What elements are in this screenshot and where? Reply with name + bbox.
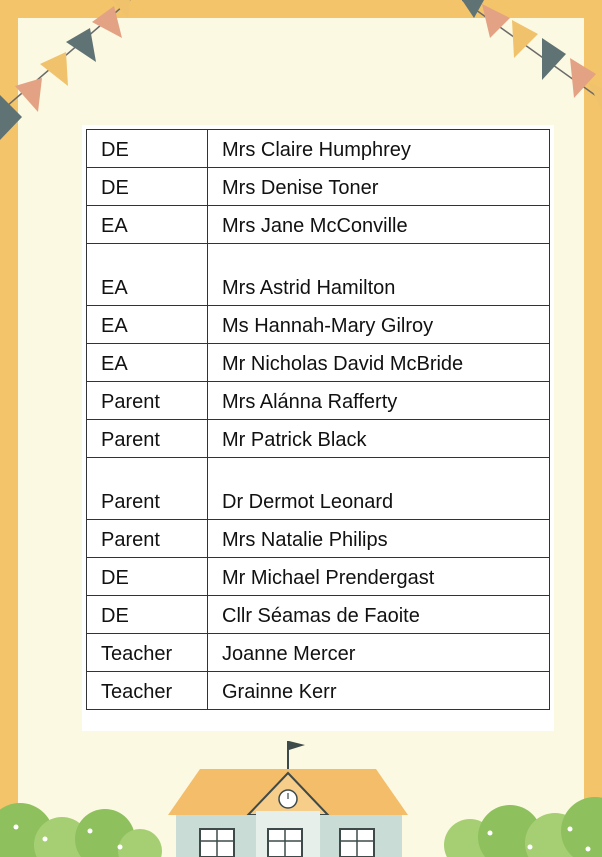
- name-cell: Mrs Alánna Rafferty: [208, 382, 550, 420]
- name-cell: Mr Nicholas David McBride: [208, 344, 550, 382]
- table-row: [87, 344, 550, 382]
- role-cell: Teacher: [87, 672, 208, 710]
- table-row: [87, 458, 550, 520]
- role-cell: EA: [87, 244, 208, 306]
- table-row: [87, 244, 550, 306]
- table-row: [87, 382, 550, 420]
- role-cell: Parent: [87, 458, 208, 520]
- role-cell: DE: [87, 596, 208, 634]
- table-row: [87, 420, 550, 458]
- role-cell: Parent: [87, 382, 208, 420]
- name-cell: Joanne Mercer: [208, 634, 550, 672]
- name-cell: Mrs Natalie Philips: [208, 520, 550, 558]
- role-cell: DE: [87, 130, 208, 168]
- role-cell: Teacher: [87, 634, 208, 672]
- table-row: [87, 206, 550, 244]
- name-cell: Mrs Claire Humphrey: [208, 130, 550, 168]
- school-scene: [0, 727, 602, 857]
- table-row: [87, 520, 550, 558]
- name-cell: Ms Hannah-Mary Gilroy: [208, 306, 550, 344]
- name-cell: Mr Michael Prendergast: [208, 558, 550, 596]
- name-cell: Cllr Séamas de Faoite: [208, 596, 550, 634]
- table-row: [87, 168, 550, 206]
- flag-icon: [289, 741, 305, 750]
- table-row: [87, 306, 550, 344]
- role-cell: EA: [87, 206, 208, 244]
- name-cell: Dr Dermot Leonard: [208, 458, 550, 520]
- table-row: [87, 130, 550, 168]
- role-cell: DE: [87, 168, 208, 206]
- name-cell: Mrs Astrid Hamilton: [208, 244, 550, 306]
- role-cell: Parent: [87, 420, 208, 458]
- role-cell: EA: [87, 306, 208, 344]
- roster-panel: [82, 125, 554, 731]
- table-row: [87, 634, 550, 672]
- name-cell: Grainne Kerr: [208, 672, 550, 710]
- name-cell: Mrs Jane McConville: [208, 206, 550, 244]
- name-cell: Mr Patrick Black: [208, 420, 550, 458]
- role-cell: DE: [87, 558, 208, 596]
- roster-table: [86, 129, 550, 710]
- role-cell: EA: [87, 344, 208, 382]
- table-row: [87, 596, 550, 634]
- school-building-illustration: [168, 741, 408, 857]
- name-cell: Mrs Denise Toner: [208, 168, 550, 206]
- table-row: [87, 672, 550, 710]
- table-row: [87, 558, 550, 596]
- role-cell: Parent: [87, 520, 208, 558]
